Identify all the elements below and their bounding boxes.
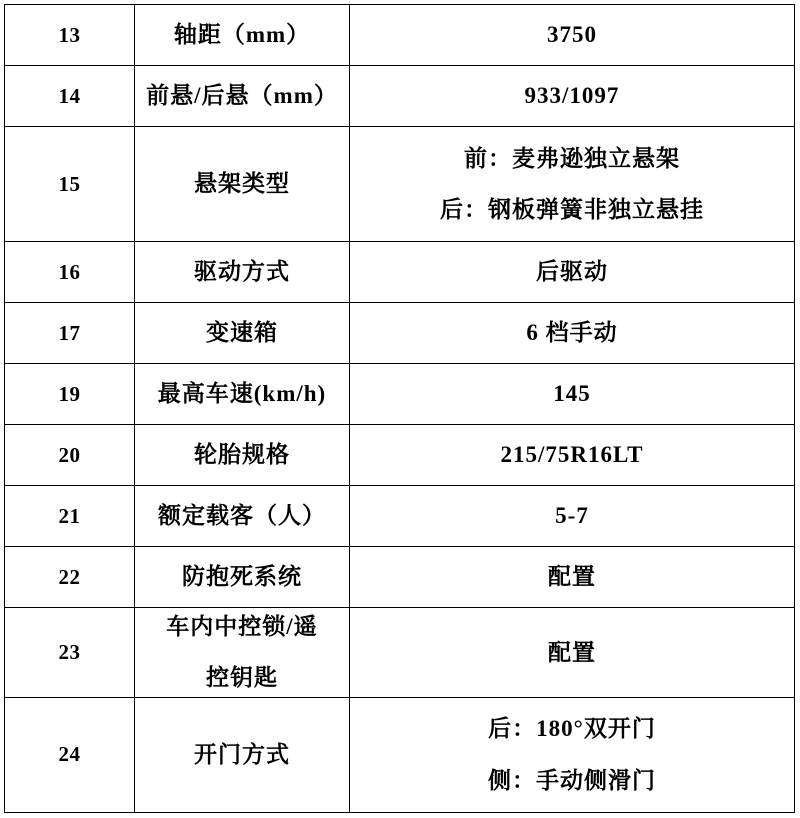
row-value bbox=[350, 697, 795, 812]
name-line: 控钥匙 bbox=[206, 665, 278, 691]
table-row bbox=[5, 425, 795, 486]
row-index: 24 bbox=[5, 697, 135, 812]
value-line: 后：180°双开门 bbox=[488, 716, 656, 742]
table-row bbox=[5, 66, 795, 127]
row-value: 后驱动 bbox=[350, 242, 795, 303]
table-row bbox=[5, 697, 795, 812]
row-name: 变速箱 bbox=[135, 303, 350, 364]
row-index: 23 bbox=[5, 608, 135, 698]
row-value bbox=[350, 127, 795, 242]
row-value: 6 档手动 bbox=[350, 303, 795, 364]
table-row bbox=[5, 547, 795, 608]
name-line: 车内中控锁/遥 bbox=[166, 614, 318, 639]
row-index: 21 bbox=[5, 486, 135, 547]
row-name: 开门方式 bbox=[135, 697, 350, 812]
row-index: 13 bbox=[5, 5, 135, 66]
row-index: 19 bbox=[5, 364, 135, 425]
row-value: 5-7 bbox=[350, 486, 795, 547]
table-row bbox=[5, 303, 795, 364]
row-index: 20 bbox=[5, 425, 135, 486]
vehicle-spec-table bbox=[4, 4, 795, 813]
row-value: 933/1097 bbox=[350, 66, 795, 127]
row-value: 215/75R16LT bbox=[350, 425, 795, 486]
row-name: 轮胎规格 bbox=[135, 425, 350, 486]
table-row bbox=[5, 608, 795, 698]
row-name: 最高车速(km/h) bbox=[135, 364, 350, 425]
row-index: 16 bbox=[5, 242, 135, 303]
table-row bbox=[5, 486, 795, 547]
value-line: 后：钢板弹簧非独立悬挂 bbox=[440, 197, 704, 222]
table-row bbox=[5, 364, 795, 425]
row-value: 配置 bbox=[350, 608, 795, 698]
row-value: 3750 bbox=[350, 5, 795, 66]
row-name: 防抱死系统 bbox=[135, 547, 350, 608]
row-name: 前悬/后悬（mm） bbox=[135, 66, 350, 127]
row-name: 悬架类型 bbox=[135, 127, 350, 242]
table-row bbox=[5, 242, 795, 303]
row-value: 145 bbox=[350, 364, 795, 425]
row-index: 17 bbox=[5, 303, 135, 364]
spec-table-body bbox=[5, 5, 795, 813]
value-line: 侧：手动侧滑门 bbox=[488, 767, 656, 793]
table-row bbox=[5, 127, 795, 242]
row-name: 轴距（mm） bbox=[135, 5, 350, 66]
row-name: 额定载客（人） bbox=[135, 486, 350, 547]
row-name: 驱动方式 bbox=[135, 242, 350, 303]
row-index: 22 bbox=[5, 547, 135, 608]
value-line: 前：麦弗逊独立悬架 bbox=[464, 145, 680, 171]
row-index: 14 bbox=[5, 66, 135, 127]
table-row bbox=[5, 5, 795, 66]
row-value: 配置 bbox=[350, 547, 795, 608]
row-name bbox=[135, 608, 350, 698]
row-index: 15 bbox=[5, 127, 135, 242]
